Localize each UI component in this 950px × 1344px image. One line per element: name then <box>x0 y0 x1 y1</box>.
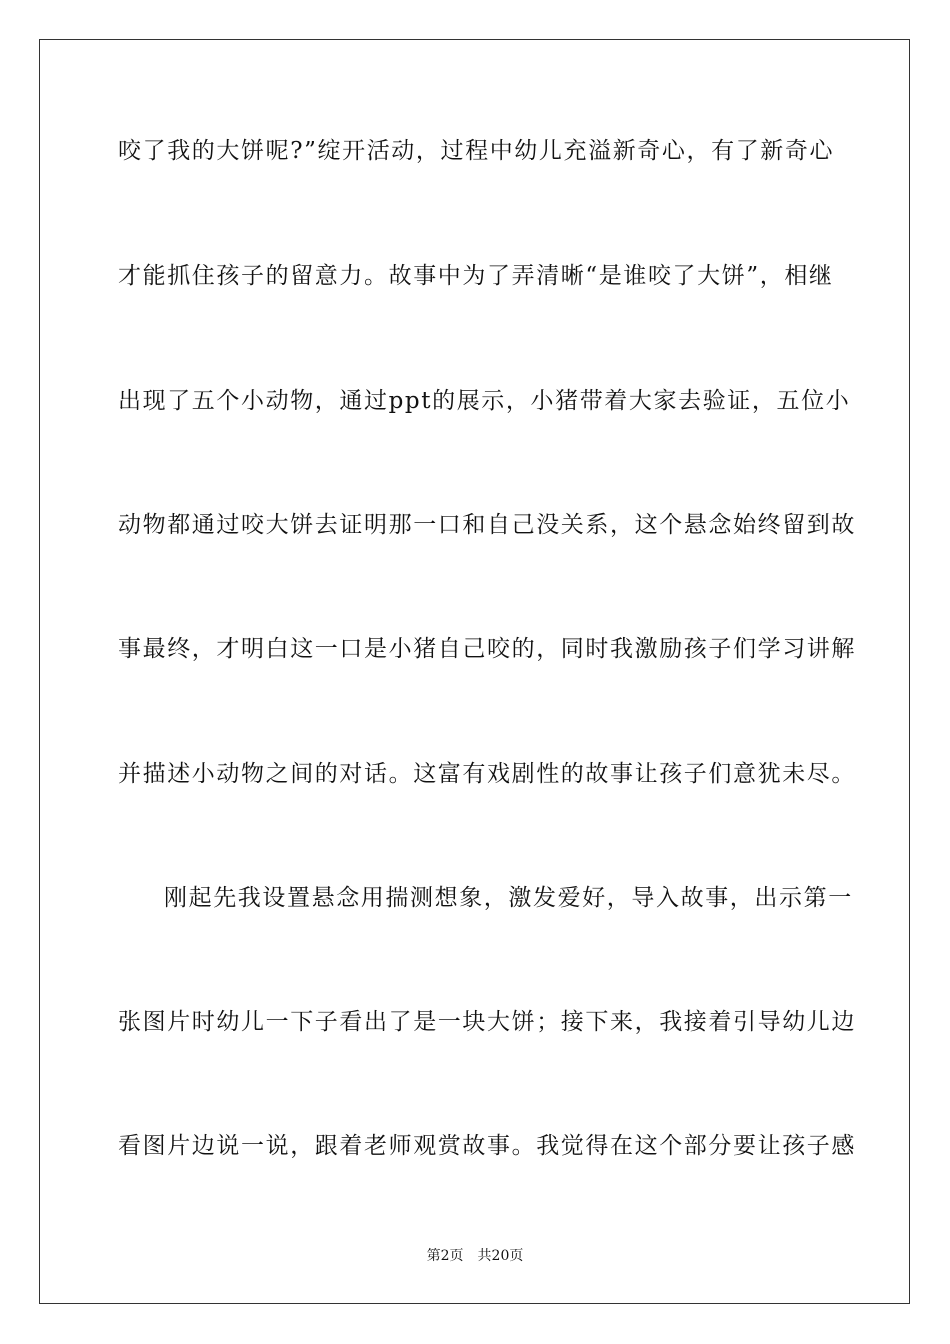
text-line: 动物都通过咬大饼去证明那一口和自己没关系，这个悬念始终留到故 <box>118 512 856 538</box>
text-line: 看图片边说一说，跟着老师观赏故事。我觉得在这个部分要让孩子感 <box>118 1133 856 1159</box>
text-line: 并描述小动物之间的对话。这富有戏剧性的故事让孩子们意犹未尽。 <box>118 761 856 787</box>
text-line: 才能抓住孩子的留意力。故事中为了弄清晰“是谁咬了大饼”，相继 <box>118 263 834 289</box>
text-line: 出现了五个小动物，通过ppt的展示，小猪带着大家去验证，五位小 <box>118 388 851 414</box>
text-line: 咬了我的大饼呢?”绽开活动，过程中幼儿充溢新奇心，有了新奇心 <box>118 138 835 164</box>
text-line: 张图片时幼儿一下子看出了是一块大饼；接下来，我接着引导幼儿边 <box>118 1009 856 1035</box>
paragraph-start-line: 刚起先我设置悬念用揣测想象，激发爱好，导入故事，出示第一 <box>164 885 853 911</box>
page-number-footer: 第2页 共20页 <box>426 1248 524 1264</box>
page-border <box>39 39 910 1304</box>
text-line: 事最终，才明白这一口是小猪自己咬的，同时我激励孩子们学习讲解 <box>118 636 856 662</box>
